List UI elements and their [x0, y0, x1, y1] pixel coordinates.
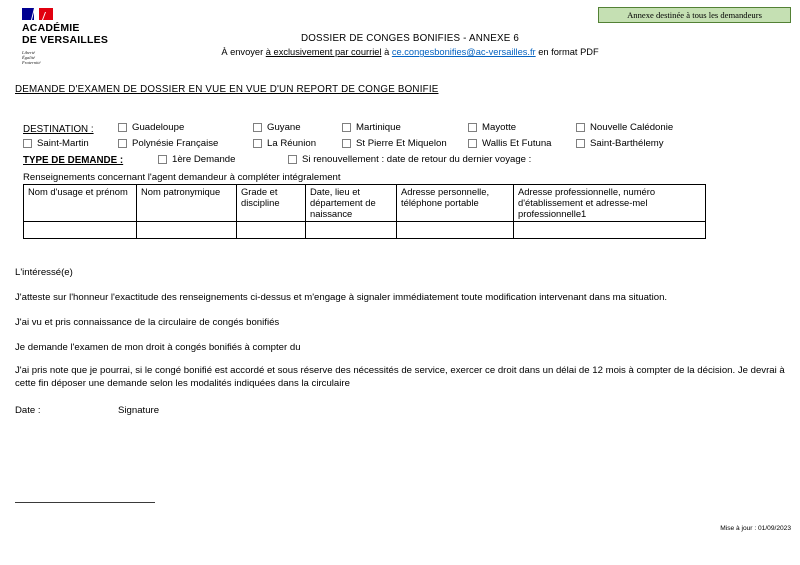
destination-option-st-pierre-et-miquelon	[342, 138, 447, 149]
section-title: DEMANDE D'EXAMEN DE DOSSIER EN VUE EN VUE D'UN REPORT DE CONGE BONIFIE	[15, 84, 439, 95]
document-title: DOSSIER DE CONGES BONIFIES - ANNEXE 6	[300, 33, 520, 44]
french-flag-icon	[22, 8, 53, 20]
table-input-cell[interactable]	[24, 222, 137, 239]
table-input-row	[24, 222, 706, 239]
checkbox-saint-martin[interactable]	[23, 139, 32, 148]
table-input-cell[interactable]	[237, 222, 306, 239]
last-updated-text: Mise à jour : 01/09/2023	[720, 525, 791, 532]
checkbox-la-reunion[interactable]	[253, 139, 262, 148]
checkbox-label: Nouvelle Calédonie	[590, 122, 674, 133]
checkbox-label: Saint-Barthélemy	[590, 138, 664, 149]
checkbox-wallis-et-futuna[interactable]	[468, 139, 477, 148]
destination-option-polynesie-francaise	[118, 138, 218, 149]
table-header-cell: Adresse personnelle, téléphone portable	[397, 185, 514, 222]
type-option-renouvellement	[288, 154, 531, 165]
circulaire-paragraph: J'ai vu et pris connaissance de la circulaire de congés bonifiés	[15, 317, 280, 328]
checkbox-label: Si renouvellement : date de retour du dernier voyage :	[302, 154, 532, 165]
type-option-premiere-demande	[158, 154, 235, 165]
checkbox-st-pierre-et-miquelon[interactable]	[342, 139, 351, 148]
audience-badge: Annexe destinée à tous les demandeurs	[598, 7, 791, 23]
destination-option-la-reunion	[253, 138, 316, 149]
examen-paragraph: Je demande l'examen de mon droit à congés bonifiés à compter du	[15, 342, 301, 353]
document-subtitle: À envoyer à exclusivement par courriel à ce.congesbonifies@ac-versailles.fr en format PDF	[221, 47, 599, 57]
logo-line-2: DE VERSAILLES	[22, 33, 109, 46]
table-header-cell: Date, lieu et département de naissance	[306, 185, 397, 222]
destination-option-guyane	[253, 122, 301, 133]
attestation-paragraph: J'atteste sur l'honneur l'exactitude des renseignements ci-dessus et m'engage à signaler immédiatement toute modification intervenant dans ma situation.	[15, 292, 668, 303]
date-label: Date :	[15, 405, 41, 416]
academie-versailles-logo	[22, 8, 132, 65]
checkbox-label: Martinique	[356, 122, 401, 133]
checkbox-renouvellement[interactable]	[288, 155, 297, 164]
table-intro-text: Renseignements concernant l'agent demandeur à compléter intégralement	[23, 172, 341, 183]
checkbox-guadeloupe[interactable]	[118, 123, 127, 132]
table-header-row	[24, 185, 706, 222]
checkbox-label: Polynésie Française	[132, 138, 219, 149]
checkbox-label: Mayotte	[482, 122, 517, 133]
checkbox-nouvelle-caledonie[interactable]	[576, 123, 585, 132]
checkbox-label: Guyane	[267, 122, 301, 133]
type-demande-label: TYPE DE DEMANDE :	[23, 155, 124, 166]
table-header-cell: Grade et discipline	[237, 185, 306, 222]
table-input-cell[interactable]	[514, 222, 706, 239]
table-input-cell[interactable]	[306, 222, 397, 239]
checkbox-label: Wallis Et Futuna	[482, 138, 552, 149]
logo-line-1: ACADÉMIE	[22, 22, 80, 34]
destination-option-saint-martin	[23, 138, 89, 149]
table-header-cell: Adresse professionnelle, numéro d'établissement et adresse-mel professionnelle1	[514, 185, 706, 222]
checkbox-guyane[interactable]	[253, 123, 262, 132]
checkbox-mayotte[interactable]	[468, 123, 477, 132]
destination-option-nouvelle-caledonie	[576, 122, 673, 133]
interested-line: L'intéressé(e)	[15, 267, 73, 278]
table-header-cell: Nom patronymique	[137, 185, 237, 222]
email-link[interactable]: ce.congesbonifies@ac-versailles.fr	[391, 47, 536, 57]
table-input-cell[interactable]	[137, 222, 237, 239]
delai-paragraph: J'ai pris note que je pourrai, si le congé bonifié est accordé et sous réserve des nécessités de service, exercer ce droit dans un délai de 12 mois à compter de la décision. Je devrai à cette fin déposer une demande selon les modalités indiquées dans la circulaire	[15, 365, 785, 389]
destination-option-saint-barthelemy	[576, 138, 664, 149]
checkbox-label: Guadeloupe	[132, 122, 185, 133]
checkbox-polynesie-francaise[interactable]	[118, 139, 127, 148]
checkbox-martinique[interactable]	[342, 123, 351, 132]
checkbox-saint-barthelemy[interactable]	[576, 139, 585, 148]
checkbox-label: La Réunion	[267, 138, 317, 149]
table-header-cell: Nom d'usage et prénom	[24, 185, 137, 222]
checkbox-premiere-demande[interactable]	[158, 155, 167, 164]
checkbox-label: St Pierre Et Miquelon	[356, 138, 447, 149]
agent-info-table	[23, 184, 706, 239]
footnote-rule	[15, 502, 155, 503]
destination-option-mayotte	[468, 122, 516, 133]
logo-motto: Liberté Égalité Fraternité	[22, 50, 41, 65]
table-input-cell[interactable]	[397, 222, 514, 239]
destination-option-guadeloupe	[118, 122, 184, 133]
checkbox-label: 1ère Demande	[172, 154, 236, 165]
signature-label: Signature	[118, 405, 160, 416]
destination-label: DESTINATION :	[23, 124, 94, 135]
destination-option-martinique	[342, 122, 401, 133]
destination-option-wallis-et-futuna	[468, 138, 552, 149]
checkbox-label: Saint-Martin	[37, 138, 89, 149]
